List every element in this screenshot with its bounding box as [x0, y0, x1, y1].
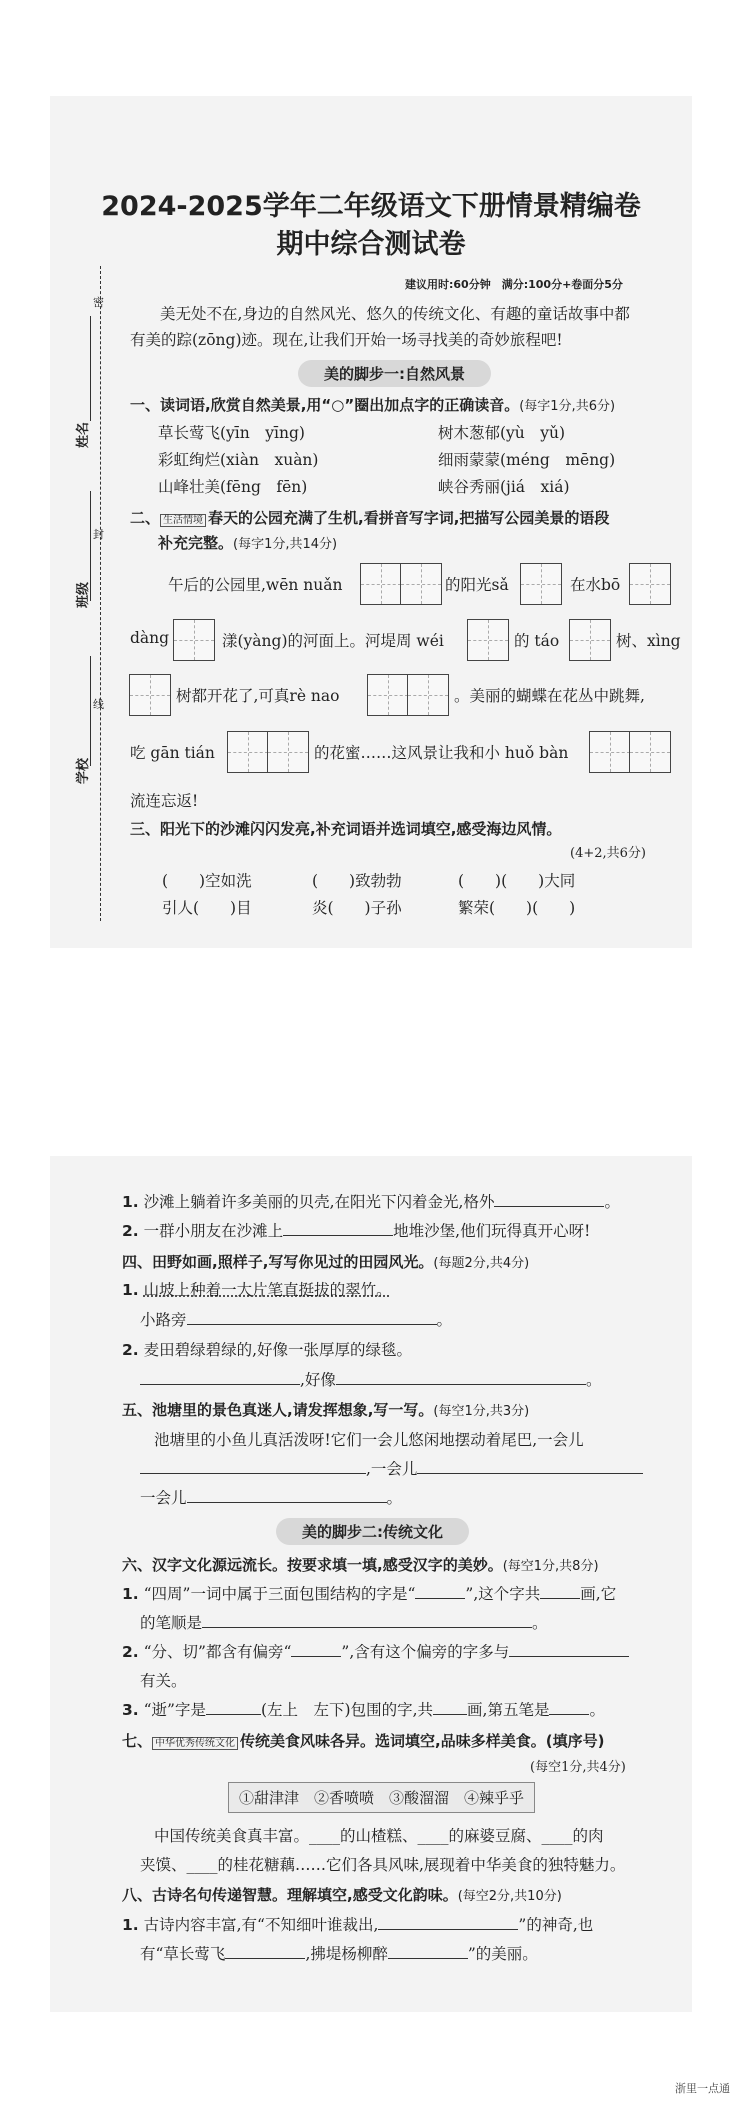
- answer-blank[interactable]: [291, 1640, 341, 1657]
- answer-blank[interactable]: [509, 1640, 629, 1657]
- q2-text: 漾(yàng)的河面上。河堤周 wéi: [222, 632, 444, 650]
- q2-text: 吃 gān tián: [130, 744, 215, 762]
- answer-blank[interactable]: [549, 1698, 589, 1715]
- watermark: 浙里一点通: [675, 2082, 730, 2095]
- answer-blank[interactable]: [417, 1457, 643, 1474]
- q2-text: 的 táo: [514, 632, 560, 650]
- exam-page-1: [50, 96, 692, 948]
- idiom-blank[interactable]: 引人( )目: [162, 899, 252, 917]
- section-banner: 美的脚步一:自然风景: [298, 360, 491, 387]
- answer-blank[interactable]: [187, 1486, 387, 1503]
- answer-blank[interactable]: [415, 1582, 465, 1599]
- question-2-title-cont: 补充完整。(每字1分,共14分): [158, 534, 338, 552]
- q2-text: 树、xìng: [616, 632, 681, 650]
- question-6-title: 六、汉字文化源远流长。按要求填一填,感受汉字的美妙。(每空1分,共8分): [122, 1556, 599, 1574]
- q2-text: 午后的公园里,wēn nuǎn: [168, 576, 343, 594]
- pinyin-grid[interactable]: [361, 563, 442, 605]
- q2-text: 流连忘返!: [130, 792, 199, 810]
- q6-item-cont: 有关。: [140, 1672, 187, 1690]
- pinyin-grid[interactable]: [368, 674, 449, 716]
- answer-blank[interactable]: [140, 1457, 366, 1474]
- word-choice-box: ①甜津津 ②香喷喷 ③酸溜溜 ④辣乎乎: [228, 1782, 535, 1813]
- pinyin-grid[interactable]: [174, 619, 215, 661]
- q6-item-cont: 的笔顺是 。: [140, 1611, 548, 1633]
- pinyin-grid[interactable]: [130, 674, 171, 716]
- score-note: (每空1分,共4分): [530, 1760, 626, 1775]
- answer-blank[interactable]: [378, 1913, 518, 1930]
- q2-text: 的阳光sǎ: [445, 576, 509, 594]
- pinyin-grid[interactable]: [521, 563, 562, 605]
- seal-char: 密: [93, 296, 104, 309]
- idiom-blank[interactable]: ( )空如洗: [162, 872, 252, 890]
- answer-blank[interactable]: [336, 1368, 586, 1385]
- q6-item: 3. “逝”字是 (左上 左下)包围的字,共 画,第五笔是 。: [122, 1698, 605, 1720]
- answer-blank[interactable]: [433, 1698, 467, 1715]
- q1-option[interactable]: 树木葱郁(yù yǔ): [438, 424, 566, 442]
- sentence-item: 1. 沙滩上躺着许多美丽的贝壳,在阳光下闪着金光,格外 。: [122, 1190, 620, 1212]
- pinyin-grid[interactable]: [590, 731, 671, 773]
- answer-blank[interactable]: [225, 1942, 305, 1959]
- score-note: (4+2,共6分): [570, 846, 646, 861]
- idiom-blank[interactable]: 炎( )子孙: [312, 899, 402, 917]
- answer-blank[interactable]: [206, 1698, 261, 1715]
- answer-blank[interactable]: [494, 1190, 604, 1207]
- pinyin-grid[interactable]: [468, 619, 509, 661]
- q6-item: 1. “四周”一词中属于三面包围结构的字是“ ”,这个字共 画,它: [122, 1582, 616, 1604]
- q2-text: 。美丽的蝴蝶在花丛中跳舞,: [454, 687, 645, 705]
- exam-subtitle: 期中综合测试卷: [276, 229, 466, 260]
- q6-item: 2. “分、切”都含有偏旁“ ”,含有这个偏旁的字多与: [122, 1640, 629, 1662]
- q1-option[interactable]: 峡谷秀丽(jiá xiá): [438, 478, 570, 496]
- answer-blank[interactable]: [187, 1308, 437, 1325]
- q8-item-cont: 有“草长莺飞 ,拂堤杨柳醉 ”的美丽。: [140, 1942, 538, 1964]
- class-label: 班级: [76, 581, 91, 608]
- context-tag: 生活情境: [160, 514, 206, 527]
- context-tag: 中华优秀传统文化: [152, 1737, 238, 1750]
- answer-blank[interactable]: [202, 1611, 532, 1628]
- q2-text: 的花蜜……这风景让我和小 huǒ bàn: [314, 744, 569, 762]
- question-7-title: 七、 中华优秀传统文化 传统美食风味各异。选词填空,品味多样美食。(填序号): [122, 1732, 605, 1750]
- idiom-blank[interactable]: ( )致勃勃: [312, 872, 402, 890]
- time-score-info: 建议用时:60分钟 满分:100分+卷面分5分: [405, 278, 623, 291]
- seal-char: 封: [93, 528, 104, 541]
- question-5-title: 五、池塘里的景色真迷人,请发挥想象,写一写。(每空1分,共3分): [122, 1401, 530, 1419]
- answer-blank[interactable]: [540, 1582, 580, 1599]
- seal-char: 线: [93, 698, 104, 711]
- seal-line: [100, 266, 101, 921]
- question-3-title: 三、阳光下的沙滩闪闪发亮,补充词语并选词填空,感受海边风情。: [130, 820, 562, 838]
- q2-text: dàng: [130, 629, 170, 647]
- name-field[interactable]: [90, 316, 91, 421]
- answer-blank[interactable]: [388, 1942, 468, 1959]
- question-8-title: 八、古诗名句传递智慧。理解填空,感受文化韵味。(每空2分,共10分): [122, 1886, 562, 1904]
- example-sentence: 1. 山坡上种着一大片笔直挺拔的翠竹。: [122, 1281, 392, 1299]
- name-label: 姓名: [76, 421, 91, 448]
- pinyin-grid[interactable]: [630, 563, 671, 605]
- intro-text: 美无处不在,身边的自然风光、悠久的传统文化、有趣的童话故事中都: [160, 305, 630, 323]
- q1-option[interactable]: 细雨蒙蒙(méng mēng): [438, 451, 616, 469]
- idiom-blank[interactable]: ( )( )大同: [458, 872, 576, 890]
- q7-text: 中国传统美食真丰富。____的山楂糕、____的麻婆豆腐、____的肉: [154, 1827, 604, 1845]
- school-field[interactable]: [90, 656, 91, 766]
- q2-text: 树都开花了,可真rè nao: [176, 687, 340, 705]
- imitation-line: ,好像 。: [140, 1368, 601, 1390]
- exam-page-2: [50, 1156, 692, 2012]
- q1-option[interactable]: 山峰壮美(fēng fēn): [158, 478, 308, 496]
- intro-text: 有美的踪(zōng)迹。现在,让我们开始一场寻找美的奇妙旅程吧!: [130, 331, 563, 349]
- pinyin-grid[interactable]: [228, 731, 309, 773]
- school-label: 学校: [76, 757, 91, 784]
- q8-item: 1. 古诗内容丰富,有“不知细叶谁裁出, ”的神奇,也: [122, 1913, 593, 1935]
- q5-line: 一会儿 。: [140, 1486, 402, 1508]
- q1-option[interactable]: 草长莺飞(yīn yīng): [158, 424, 305, 442]
- q7-text: 夹馍、____的桂花糖藕……它们各具风味,展现着中华美食的独特魅力。: [140, 1856, 626, 1874]
- answer-blank[interactable]: [283, 1219, 393, 1236]
- q5-line: ,一会儿: [140, 1457, 643, 1479]
- sentence-item: 2. 一群小朋友在沙滩上 地堆沙堡,他们玩得真开心呀!: [122, 1219, 590, 1241]
- imitation-line: 小路旁 。: [140, 1308, 452, 1330]
- question-2-title: 二、 生活情境 春天的公园充满了生机,看拼音写字词,把描写公园美景的语段: [130, 509, 610, 527]
- answer-blank[interactable]: [140, 1368, 300, 1385]
- example-sentence: 2. 麦田碧绿碧绿的,好像一张厚厚的绿毯。: [122, 1341, 413, 1359]
- pinyin-grid[interactable]: [570, 619, 611, 661]
- q5-text: 池塘里的小鱼儿真活泼呀!它们一会儿悠闲地摆动着尾巴,一会儿: [154, 1431, 584, 1449]
- question-1-title: 一、读词语,欣赏自然美景,用“○”圈出加点字的正确读音。(每字1分,共6分): [130, 396, 616, 414]
- section-banner: 美的脚步二:传统文化: [276, 1518, 469, 1545]
- question-4-title: 四、田野如画,照样子,写写你见过的田园风光。(每题2分,共4分): [122, 1253, 530, 1271]
- exam-title: 2024-2025学年二年级语文下册情景精编卷: [101, 191, 641, 222]
- idiom-blank[interactable]: 繁荣( )( ): [458, 899, 576, 917]
- q1-option[interactable]: 彩虹绚烂(xiàn xuàn): [158, 451, 319, 469]
- q2-text: 在水bō: [570, 576, 621, 594]
